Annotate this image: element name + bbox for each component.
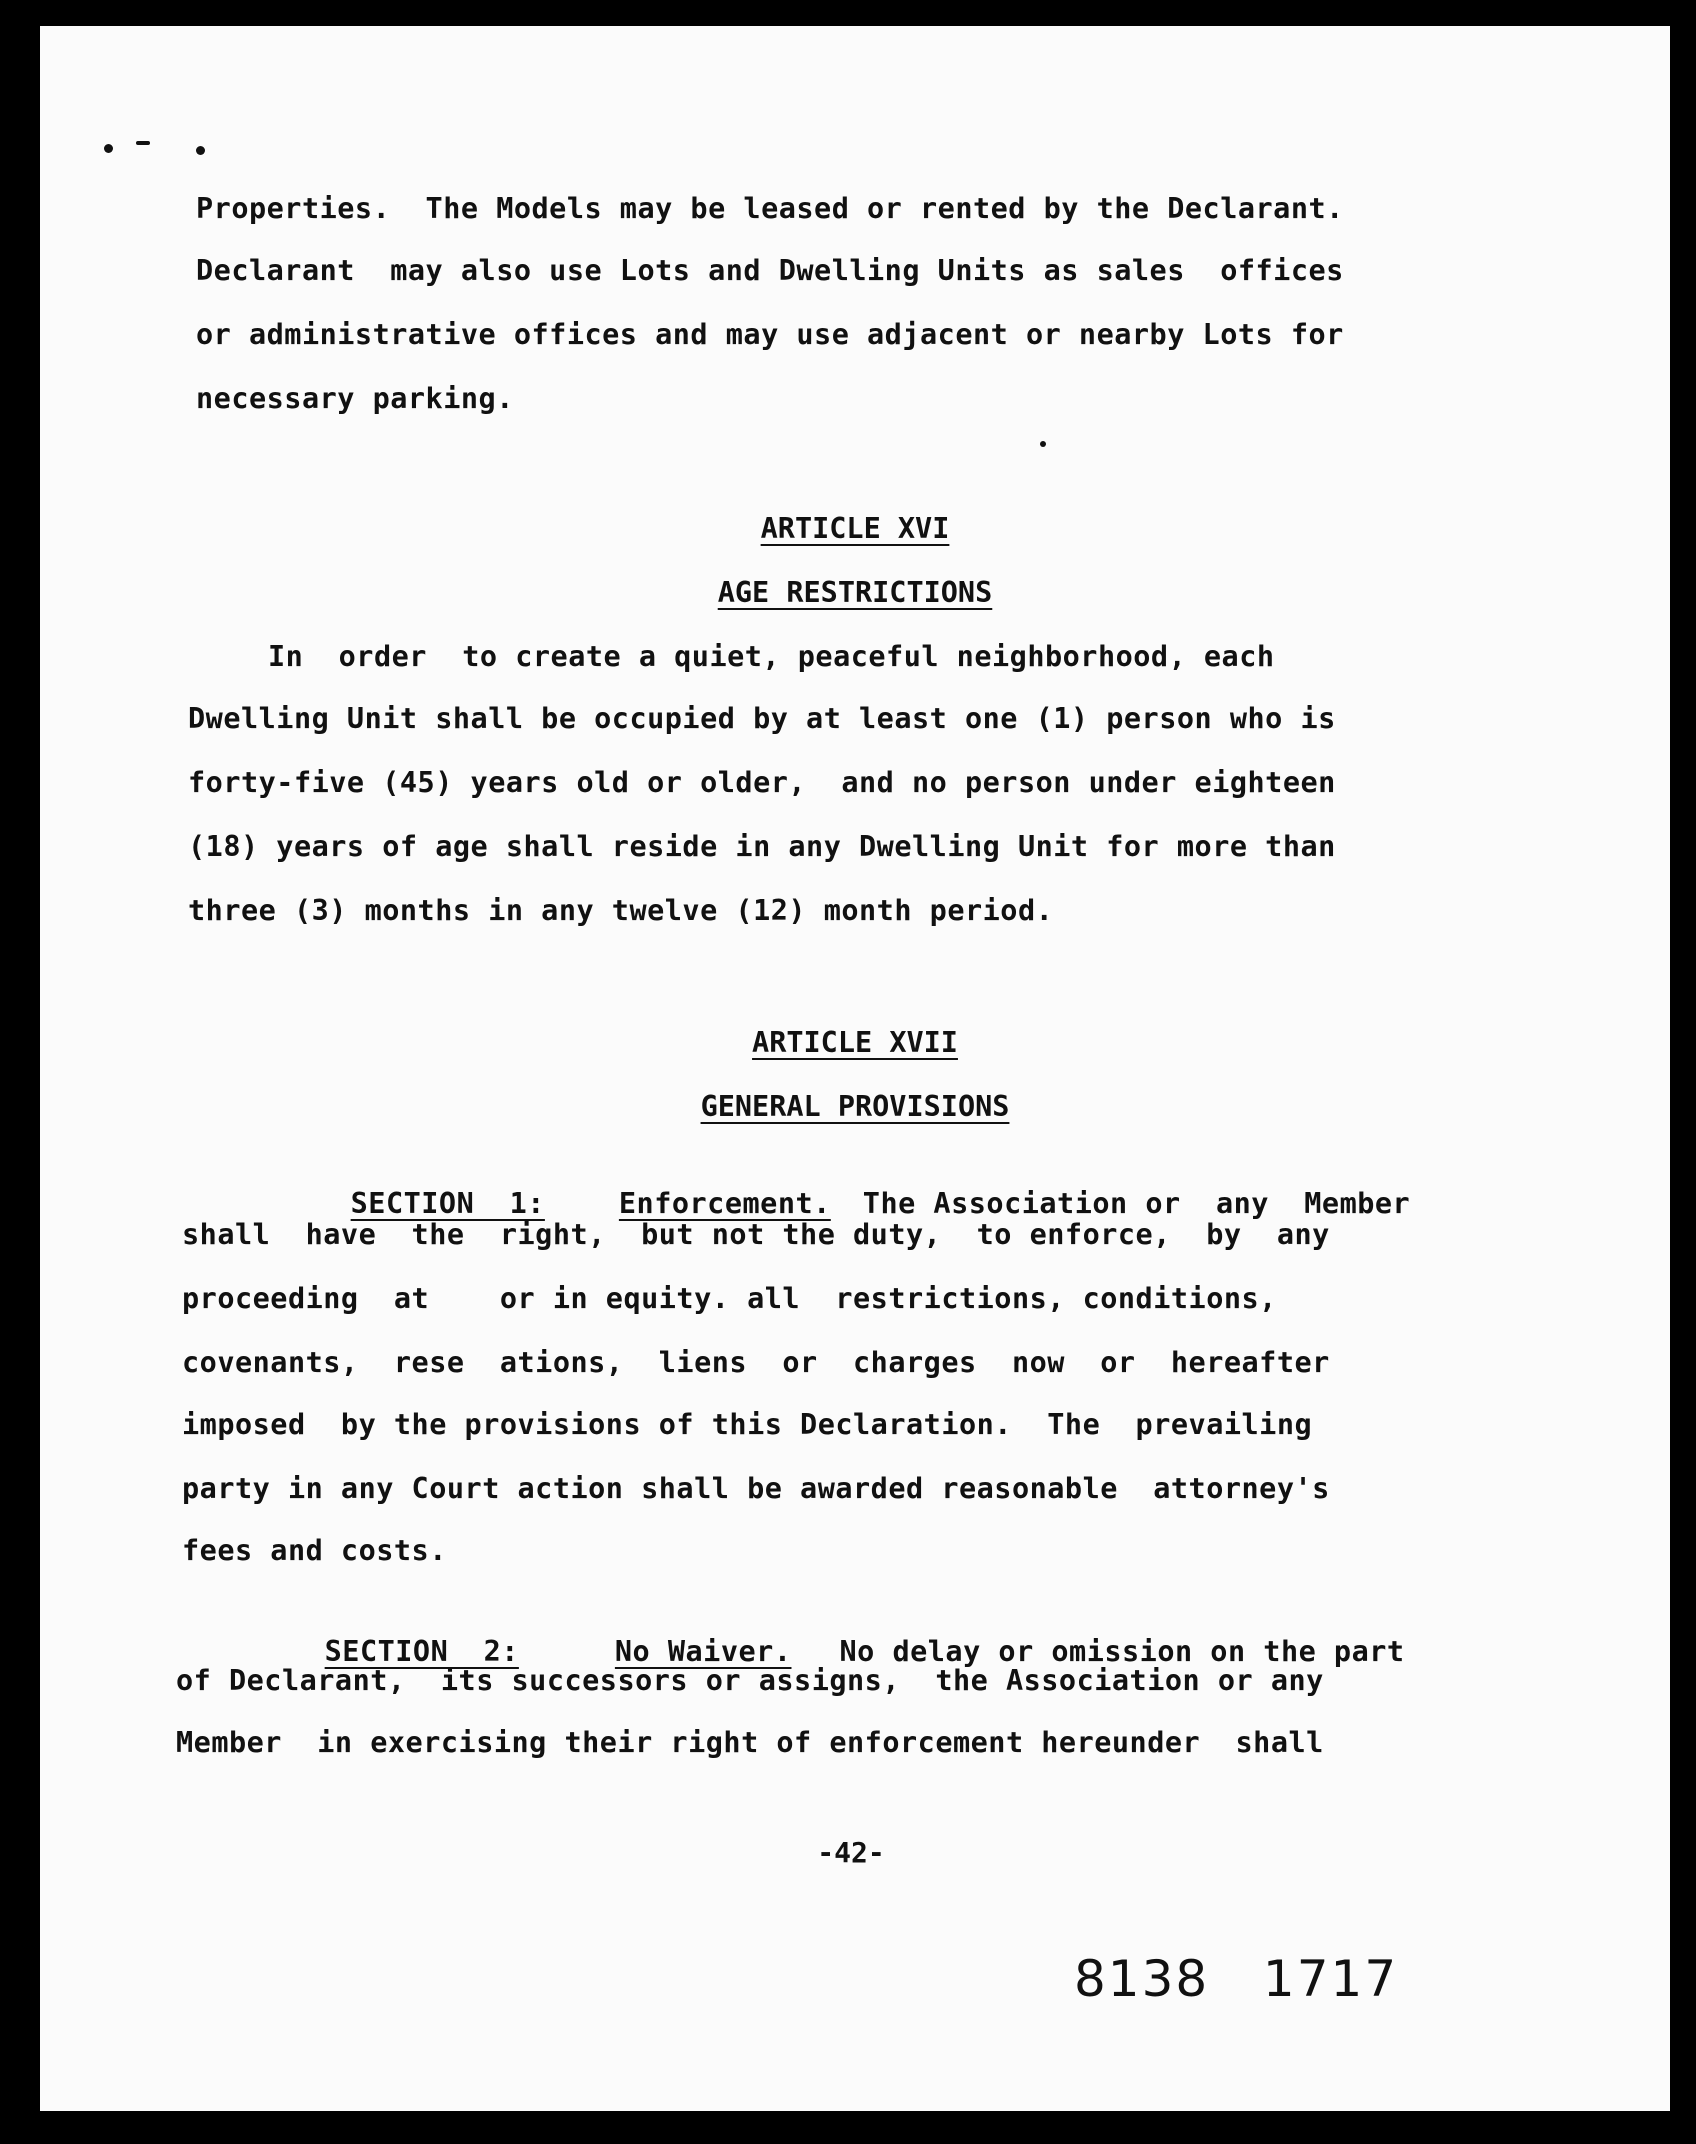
book-page-reference: 8138 1717 [1074, 1950, 1399, 2008]
section-1-line: proceeding at or in equity. all restrictions, conditions, [182, 1282, 1277, 1315]
intro-line-text: Properties. The Models may be leased or rented by the Declarant. [196, 192, 1344, 225]
section-2-line: Member in exercising their right of enforcement hereunder shall [176, 1726, 1324, 1759]
section-1-line: covenants, rese ations, liens or charges now or hereafter [182, 1346, 1330, 1379]
section-1-line: fees and costs. [182, 1534, 447, 1567]
section-1-line: shall have the right, but not the duty, to enforce, by any [182, 1218, 1330, 1251]
article-16-title: ARTICLE XVI [760, 512, 950, 545]
section-2-heading: No Waiver. [614, 1635, 792, 1668]
article-17-subtitle: GENERAL PROVISIONS [700, 1090, 1010, 1123]
section-2-label: SECTION 2: [324, 1635, 519, 1668]
article-16-line: (18) years of age shall reside in any Dwelling Unit for more than [188, 830, 1336, 863]
article-16-line: three (3) months in any twelve (12) month period. [188, 894, 1054, 927]
article-16-line: In order to create a quiet, peaceful neighborhood, each [268, 640, 1275, 673]
scan-speck [104, 144, 113, 153]
intro-line [196, 192, 1488, 225]
intro-line: or administrative offices and may use adjacent or nearby Lots for [196, 318, 1344, 351]
section-1-label: SECTION 1: [350, 1187, 545, 1220]
section-2-first-line-text: No delay or omission on the part [839, 1635, 1405, 1668]
intro-line: necessary parking. [196, 382, 514, 415]
section-1-heading: Enforcement. [618, 1187, 831, 1220]
article-16-line: forty-five (45) years old or older, and no person under eighteen [188, 766, 1336, 799]
article-16-line: Dwelling Unit shall be occupied by at least one (1) person who is [188, 702, 1336, 735]
scan-speck [1040, 441, 1046, 447]
scan-speck [136, 141, 150, 145]
article-16-subtitle: AGE RESTRICTIONS [717, 576, 993, 609]
page-number: -42- [817, 1836, 885, 1869]
section-1-line: party in any Court action shall be awarded reasonable attorney's [182, 1472, 1330, 1505]
article-17-title: ARTICLE XVII [752, 1026, 958, 1059]
section-1-line: imposed by the provisions of this Declaration. The prevailing [182, 1408, 1313, 1441]
document-page [40, 26, 1670, 2111]
section-2-line: of Declarant, its successors or assigns, the Association or any [176, 1664, 1324, 1697]
intro-line: Declarant may also use Lots and Dwelling Units as sales offices [196, 254, 1344, 287]
scan-speck [196, 146, 205, 155]
section-1-first-line-text: The Association or any Member [862, 1187, 1411, 1220]
